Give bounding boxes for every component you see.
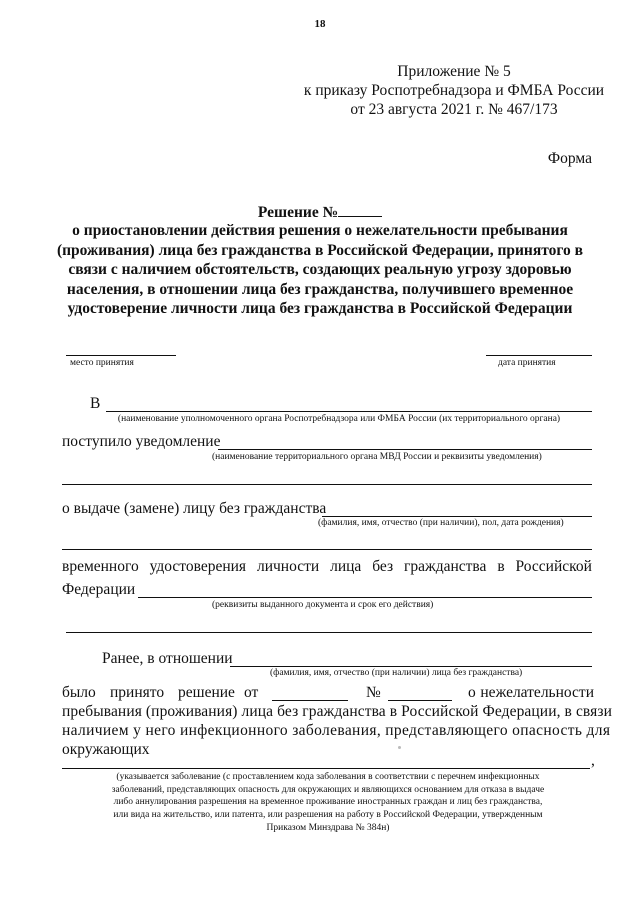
decision-word: от — [244, 684, 259, 701]
disease-caption-line: Приказом Минздрава № 384н) — [266, 822, 390, 833]
notice-caption: (наименование территориального органа МВД России и реквизиты уведомления) — [212, 452, 542, 462]
certificate-word: гражданства — [404, 558, 487, 575]
authority-caption: (наименование уполномоченного органа Роспотребнадзора или ФМБА России (их территориального органа) — [117, 414, 561, 424]
authority-field-line[interactable] — [106, 411, 592, 412]
decision-number-sign: № — [366, 684, 381, 701]
decision-line — [62, 684, 594, 704]
date-field-line[interactable] — [486, 355, 592, 356]
appendix-block — [294, 62, 614, 119]
person-field-line-2[interactable] — [62, 549, 592, 550]
appendix-order-ref: к приказу Роспотребнадзора и ФМБА России — [303, 82, 605, 99]
previous-person-caption: (фамилия, имя, отчество (при наличии) лица без гражданства) — [270, 668, 523, 678]
notice-field-line[interactable] — [218, 449, 592, 450]
disease-field-line[interactable] — [62, 768, 590, 769]
decision-word: было — [62, 684, 96, 701]
certificate-word: Российской — [515, 558, 592, 575]
decision-word: решение — [178, 684, 235, 701]
decision-text-line: пребывания (проживания) лица без гражданства в Российской Федерации, в связи — [62, 703, 612, 720]
certificate-word: временного — [62, 558, 139, 575]
notice-label: поступило уведомление — [62, 433, 221, 450]
page-number: 18 — [314, 18, 326, 30]
certificate-word: личности — [256, 558, 320, 575]
decision-number-blank[interactable] — [338, 202, 382, 217]
disease-caption-line: заболеваний, представляющих опасность для окружающих и являющихся основанием для отказа в выдаче — [111, 784, 545, 795]
decision-text-line: наличием у него инфекционного заболевания, представляющего опасность для — [62, 722, 611, 739]
subject-line: связи с наличием обстоятельств, создающих реальную угрозу здоровью — [68, 261, 572, 278]
subject-line: (проживания) лица без гражданства в Российской Федерации, принятого в — [56, 241, 584, 259]
person-caption: (фамилия, имя, отчество (при наличии), пол, дата рождения) — [318, 518, 564, 528]
certificate-word: лица — [330, 558, 362, 575]
document-field-line[interactable] — [138, 597, 592, 598]
decision-word: нежелательности — [480, 684, 594, 701]
appendix-order-date: от 23 августа 2021 г. № 467/173 — [350, 101, 558, 118]
disease-comma: , — [591, 752, 595, 769]
place-field-line[interactable] — [66, 355, 176, 356]
certificate-line — [62, 558, 592, 576]
certificate-word: в — [497, 558, 505, 575]
disease-caption-line: либо аннулирования разрешения на временное проживание иностранных граждан и лиц без гражданства, — [113, 797, 543, 808]
decision-word: о — [468, 684, 476, 701]
subject-line: удостоверение личности лица без гражданства в Российской Федерации — [67, 300, 573, 317]
decision-title — [0, 202, 640, 222]
decision-date-blank[interactable] — [272, 700, 348, 701]
person-field-line[interactable] — [322, 516, 592, 517]
document-field-line-2[interactable] — [66, 632, 592, 633]
certificate-word: без — [372, 558, 394, 575]
decision-title-text: Решение № — [257, 204, 339, 221]
notice-field-line-2[interactable] — [62, 484, 592, 485]
disease-caption — [60, 771, 596, 835]
subject-line: о приостановлении действия решения о нежелательности пребывания — [72, 222, 568, 239]
scan-speck — [398, 746, 401, 749]
previous-person-field-line[interactable] — [230, 666, 592, 667]
decision-text-line: окружающих — [62, 741, 150, 758]
disease-caption-line: или вида на жительство, или патента, или разрешения на работу в Российской Федерации, утвержденным — [113, 810, 543, 821]
subject-line: населения, в отношении лица без гражданства, получившего временное — [66, 280, 574, 298]
previously-label: Ранее, в отношении — [102, 650, 233, 667]
decision-word: принято — [110, 684, 165, 701]
certificate-word: удостоверения — [149, 558, 247, 575]
place-caption: место принятия — [70, 358, 134, 368]
issuance-label: о выдаче (замене) лицу без гражданства — [62, 500, 327, 517]
appendix-number: Приложение № 5 — [397, 63, 511, 80]
document-caption: (реквизиты выданного документа и срок его действия) — [212, 600, 434, 610]
form-label: Форма — [547, 150, 592, 167]
v-prefix: В — [90, 395, 101, 412]
disease-caption-line: (указывается заболевание (с проставлением кода заболевания в соответствии с перечнем инфекционных — [116, 772, 540, 782]
decision-subject — [50, 221, 590, 319]
date-caption: дата принятия — [498, 358, 556, 368]
federation-label: Федерации — [62, 581, 136, 598]
decision-number-field[interactable] — [388, 700, 452, 701]
